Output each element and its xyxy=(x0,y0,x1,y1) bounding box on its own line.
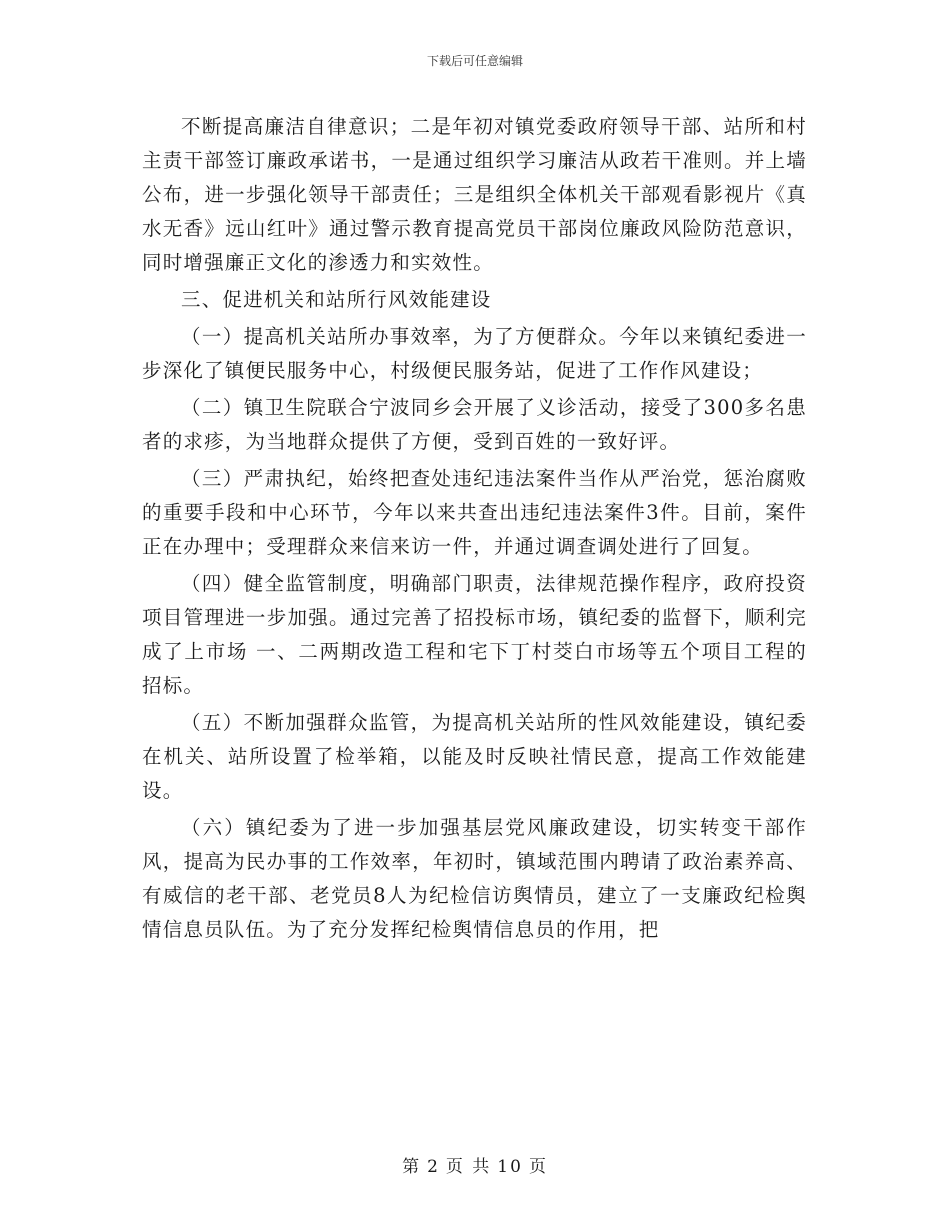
paragraph-item-2: （二）镇卫生院联合宁波同乡会开展了义诊活动，接受了300多名患者的求疹，为当地群众提供了方便，受到百姓的一致好评。 xyxy=(142,396,807,453)
total-page-count: 10 xyxy=(497,1157,523,1177)
paragraph-item-4: （四）健全监管制度，明确部门职责，法律规范操作程序，政府投资项目管理进一步加强。通过完善了招投标市场，镇纪委的监督下，顺利完成了上市场 一、二两期改造工程和宅下丁村茭白市场等五个项目工程的招标。 xyxy=(142,572,807,697)
footer-suffix: 页 xyxy=(528,1157,548,1177)
footer-middle: 页 共 xyxy=(445,1157,492,1177)
section-heading: 三、促进机关和站所行风效能建设 xyxy=(181,288,492,311)
document-body xyxy=(142,110,807,950)
page-header-note: 下载后可任意编辑 xyxy=(426,54,523,68)
paragraph-item-5: （五）不断加强群众监管，为提高机关站所的性风效能建设，镇纪委在机关、站所设置了检举箱，以能及时反映社情民意，提高工作效能建设。 xyxy=(142,711,807,802)
current-page-number: 2 xyxy=(427,1157,440,1177)
paragraph-1: 不断提高廉洁自律意识；二是年初对镇党委政府领导干部、站所和村主责干部签订廉政承诺书，一是通过组织学习廉洁从政若干准则。并上墙公布，进一步强化领导干部责任；三是组织全体机关干部观看影视片《真水无香》远山红叶》通过警示教育提高党员干部岗位廉政风险防范意识，同时增强廉正文化的渗透力和实效性。 xyxy=(142,115,807,274)
page-footer xyxy=(0,1152,950,1177)
paragraph-item-6: （六）镇纪委为了进一步加强基层党风廉政建设，切实转变干部作风，提高为民办事的工作效率，年初时，镇域范围内聘请了政治素养高、有威信的老干部、老党员8人为纪检信访舆情员，建立了一支廉政纪检舆情信息员队伍。为了充分发挥纪检舆情信息员的作用，把 xyxy=(142,816,807,941)
paragraph-item-1: （一）提高机关站所办事效率，为了方便群众。今年以来镇纪委进一步深化了镇便民服务中心，村级便民服务站，促进了工作作风建设； xyxy=(142,325,807,382)
paragraph-item-3: （三）严肃执纪，始终把查处违纪违法案件当作从严治党，惩治腐败的重要手段和中心环节，今年以来共查出违纪违法案件3件。目前，案件正在办理中；受理群众来信来访一件，并通过调查调处进行了回复。 xyxy=(142,467,807,558)
footer-prefix: 第 xyxy=(402,1157,422,1177)
